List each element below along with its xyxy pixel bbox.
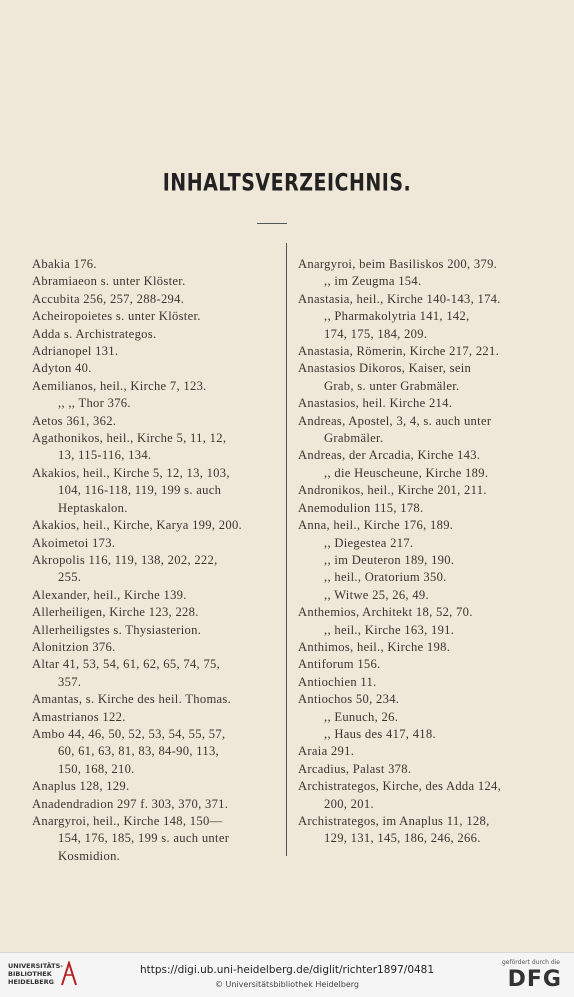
- index-entry-continuation: ,, heil., Oratorium 350.: [324, 570, 447, 585]
- index-entry: [32, 604, 278, 621]
- index-entry-line: Anthemios, Architekt 18, 52, 70.: [298, 605, 473, 620]
- index-entry-line: Adda s. Archistrategos.: [32, 326, 157, 341]
- index-entry-continuation: 357.: [58, 674, 82, 689]
- index-entry: [32, 535, 278, 552]
- index-entry-line: Allerheiligstes s. Thysiasterion.: [32, 622, 202, 637]
- index-entry-line: Anaplus 128, 129.: [32, 779, 130, 794]
- index-entry-line: Akoimetoi 173.: [32, 535, 116, 550]
- index-entry: [298, 343, 530, 360]
- index-entry-line: Akakios, heil., Kirche, Karya 199, 200.: [32, 518, 243, 533]
- index-entry-continuation: Kosmidion.: [58, 848, 121, 863]
- index-entry: [298, 447, 530, 482]
- index-entry: [32, 813, 278, 865]
- index-entry-continuation: ,, ,, Thor 376.: [58, 396, 131, 411]
- index-entry-line: Anastasia, Römerin, Kirche 217, 221.: [298, 344, 500, 359]
- index-entry-line: Araia 291.: [298, 744, 355, 759]
- column-divider: [286, 243, 287, 856]
- index-entry-line: Anadendradion 297 f. 303, 370, 371.: [32, 796, 229, 811]
- index-entry-line: Anastasios Dikoros, Kaiser, sein: [298, 361, 472, 376]
- index-entry-line: Akropolis 116, 119, 138, 202, 222,: [32, 552, 218, 567]
- index-entry: [298, 482, 530, 499]
- index-entry-line: Archistrategos, im Anaplus 11, 128,: [298, 814, 490, 828]
- index-entry-continuation: ,, im Deuteron 189, 190.: [324, 552, 455, 567]
- index-entry-line: Altar 41, 53, 54, 61, 62, 65, 74, 75,: [32, 657, 221, 672]
- index-entry-continuation: 174, 175, 184, 209.: [324, 326, 428, 341]
- index-entry-continuation: 13, 115-116, 134.: [58, 448, 152, 463]
- index-entry-line: Anthimos, heil., Kirche 198.: [298, 639, 451, 654]
- page-title: INHALTSVERZEICHNIS.: [162, 169, 412, 197]
- index-entry-line: Agathonikos, heil., Kirche 5, 11, 12,: [32, 431, 227, 446]
- index-entry: [298, 691, 530, 743]
- index-entry-continuation: ,, im Zeugma 154.: [324, 274, 422, 289]
- index-entry: [298, 291, 530, 343]
- index-entry-continuation: 200, 201.: [324, 796, 374, 811]
- index-entry: [298, 743, 530, 760]
- index-entry: [32, 709, 278, 726]
- index-entry-continuation: Heptaskalon.: [58, 500, 128, 515]
- index-entry: [32, 273, 278, 290]
- index-entry-continuation: Grab, s. unter Grabmäler.: [324, 378, 460, 393]
- library-name-line2: BIBLIOTHEK: [8, 970, 52, 978]
- index-entry: [32, 622, 278, 639]
- index-entry: [32, 726, 278, 778]
- index-entry: [32, 378, 278, 413]
- index-entry-line: Anargyroi, beim Basiliskos 200, 379.: [298, 257, 498, 271]
- index-entry-line: Andronikos, heil., Kirche 201, 211.: [298, 483, 487, 498]
- index-entry-continuation: 150, 168, 210.: [58, 761, 135, 776]
- index-entry-line: Aemilianos, heil., Kirche 7, 123.: [32, 378, 207, 393]
- index-entry-line: Accubita 256, 257, 288-294.: [32, 291, 185, 306]
- index-entry-line: Andreas, Apostel, 3, 4, s. auch unter: [298, 413, 492, 428]
- index-entry-line: Antiochien 11.: [298, 674, 377, 689]
- index-entry: [32, 691, 278, 708]
- library-name-line1: UNIVERSITÄTS-: [8, 962, 63, 970]
- index-entry: [298, 674, 530, 691]
- index-entry-line: Abakia 176.: [32, 257, 97, 271]
- index-entry-line: Acheiropoietes s. unter Klöster.: [32, 309, 201, 324]
- index-entry-line: Adyton 40.: [32, 361, 92, 376]
- title-divider: [257, 223, 287, 224]
- index-entry-continuation: 255.: [58, 570, 82, 585]
- index-column-right: [298, 256, 530, 848]
- index-entry-line: Abramiaeon s. unter Klöster.: [32, 274, 186, 289]
- index-entry-continuation: 104, 116-118, 119, 199 s. auch: [58, 483, 222, 498]
- footer-bar: [0, 952, 574, 997]
- index-entry: [32, 308, 278, 325]
- index-entry-continuation: 60, 61, 63, 81, 83, 84-90, 113,: [58, 744, 220, 759]
- index-entry: [32, 430, 278, 465]
- index-entry: [32, 291, 278, 308]
- index-entry-line: Antiforum 156.: [298, 657, 381, 672]
- index-entry: [298, 813, 530, 848]
- copyright-text: © Universitätsbibliothek Heidelberg: [214, 980, 359, 989]
- index-entry-continuation: ,, die Heuscheune, Kirche 189.: [324, 465, 489, 480]
- index-column-left: [32, 256, 278, 865]
- index-entry: [298, 360, 530, 395]
- index-entry: [32, 587, 278, 604]
- index-entry: [32, 256, 278, 273]
- index-entry: [298, 256, 530, 291]
- index-entry-line: Alonitzion 376.: [32, 639, 116, 654]
- index-entry-line: Anastasios, heil. Kirche 214.: [298, 396, 453, 411]
- funder-note: gefördert durch die: [502, 959, 560, 966]
- index-entry-line: Antiochos 50, 234.: [298, 692, 400, 707]
- index-entry-line: Amantas, s. Kirche des heil. Thomas.: [32, 692, 232, 707]
- index-entry: [298, 500, 530, 517]
- index-entry: [298, 395, 530, 412]
- index-entry: [298, 639, 530, 656]
- index-entry: [32, 343, 278, 360]
- index-entry: [32, 639, 278, 656]
- index-entry: [32, 413, 278, 430]
- index-entry: [298, 778, 530, 813]
- dfg-logo[interactable]: DFG: [507, 967, 562, 992]
- index-entry: [298, 604, 530, 639]
- permalink-url[interactable]: https://digi.ub.uni-heidelberg.de/diglit/richter1897/0481: [139, 964, 435, 976]
- index-entry-line: Aetos 361, 362.: [32, 413, 117, 428]
- index-entry: [32, 360, 278, 377]
- index-entry-line: Allerheiligen, Kirche 123, 228.: [32, 605, 199, 620]
- index-entry-line: Anemodulion 115, 178.: [298, 500, 424, 515]
- index-entry-line: Arcadius, Palast 378.: [298, 761, 412, 776]
- index-entry: [32, 465, 278, 517]
- index-entry-continuation: ,, heil., Kirche 163, 191.: [324, 622, 455, 637]
- index-entry: [32, 656, 278, 691]
- index-entry: [32, 517, 278, 534]
- index-entry-line: Anargyroi, heil., Kirche 148, 150—: [32, 814, 223, 828]
- index-entry-continuation: ,, Pharmakolytria 141, 142,: [324, 309, 470, 324]
- index-entry-continuation: ,, Witwe 25, 26, 49.: [324, 587, 429, 602]
- index-entry: [32, 778, 278, 795]
- index-entry: [298, 413, 530, 448]
- index-entry-line: Amastrianos 122.: [32, 709, 126, 724]
- index-entry-continuation: 129, 131, 145, 186, 246, 266.: [324, 831, 481, 846]
- index-entry: [298, 656, 530, 673]
- index-entry-continuation: Grabmäler.: [324, 431, 384, 446]
- index-entry: [32, 552, 278, 587]
- index-entry: [32, 326, 278, 343]
- library-emblem-icon: [58, 961, 80, 987]
- index-entry-line: Anna, heil., Kirche 176, 189.: [298, 518, 454, 533]
- index-entry-continuation: ,, Eunuch, 26.: [324, 709, 399, 724]
- index-entry-continuation: 154, 176, 185, 199 s. auch unter: [58, 831, 230, 846]
- index-entry-line: Ambo 44, 46, 50, 52, 53, 54, 55, 57,: [32, 726, 226, 741]
- index-entry-line: Anastasia, heil., Kirche 140-143, 174.: [298, 291, 501, 306]
- index-entry-line: Archistrategos, Kirche, des Adda 124,: [298, 779, 502, 794]
- index-entry: [32, 796, 278, 813]
- index-entry-continuation: ,, Diegestea 217.: [324, 535, 414, 550]
- library-name-line3: HEIDELBERG: [8, 978, 55, 986]
- index-entry-line: Akakios, heil., Kirche 5, 12, 13, 103,: [32, 465, 230, 480]
- index-entry-line: Andreas, der Arcadia, Kirche 143.: [298, 448, 481, 463]
- index-entry: [298, 761, 530, 778]
- index-entry-continuation: ,, Haus des 417, 418.: [324, 726, 436, 741]
- index-entry: [298, 517, 530, 604]
- index-entry-line: Alexander, heil., Kirche 139.: [32, 587, 187, 602]
- index-entry-line: Adrianopel 131.: [32, 344, 119, 359]
